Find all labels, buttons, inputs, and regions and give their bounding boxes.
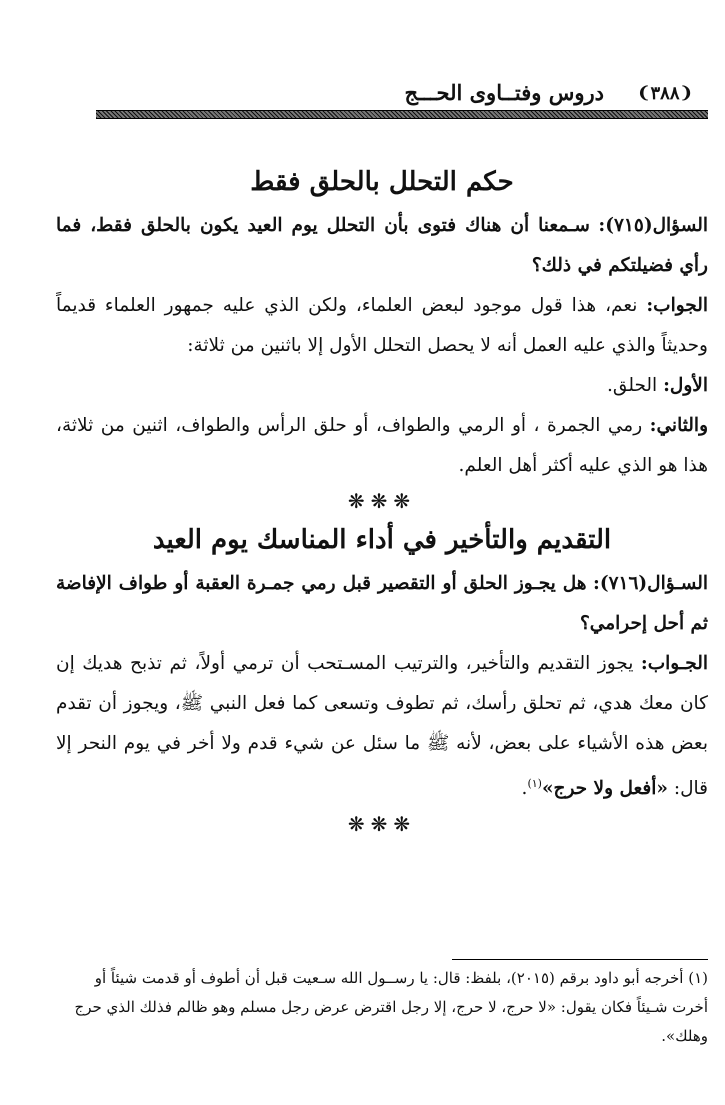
- question-paragraph: [56, 206, 708, 286]
- section-separator: ❋❋❋: [347, 812, 417, 837]
- page-number: ٣٨٨: [650, 82, 680, 104]
- running-title: دروس وفتــاوى الحـــج: [404, 80, 604, 105]
- question-paragraph: [56, 564, 708, 644]
- answer-paragraph: [56, 644, 708, 809]
- first-label: الأول:: [663, 375, 708, 396]
- page-number-badge: [622, 78, 708, 108]
- hadith-quote: «أفعل ولا حرج»: [541, 778, 668, 800]
- question-label: السؤال(٧١٥):: [598, 215, 708, 236]
- question-text: هل يجـوز الحلق أو التقصير قبل رمي جمـرة العقبة أو طواف الإفاضة ثم أحل إحرامي؟: [56, 573, 708, 634]
- section-separator: ❋❋❋: [347, 489, 417, 513]
- first-text: الحلق.: [607, 375, 658, 396]
- section-heading: حكم التحلل بالحلق فقط: [250, 167, 514, 197]
- second-label: والثاني:: [649, 415, 708, 436]
- end-dot: .: [521, 778, 528, 800]
- answer-text: نعم، هذا قول موجود لبعض العلماء، ولكن الذي عليه جمهور العلماء قديماً وحديثاً والذي عليه العمل أنه لا يحصل التحلل الأول إلا باثنين من ثلاثة:: [56, 295, 708, 356]
- second-item: [56, 406, 708, 486]
- answer-paragraph: [56, 286, 708, 366]
- ornament-icon: ❩: [637, 83, 651, 102]
- first-item: [56, 366, 708, 406]
- section-heading: التقديم والتأخير في أداء المناسك يوم العيد: [152, 525, 612, 555]
- section-order-of-rites: [56, 520, 708, 839]
- ornament-icon: ❨: [679, 83, 693, 102]
- second-text: رمي الجمرة ، أو الرمي والطواف، أو حلق الرأس والطواف، اثنين من ثلاثة، هذا هو الذي عليه أكثر أهل العلم.: [56, 415, 708, 476]
- answer-label: الجواب:: [646, 295, 708, 316]
- footnote: (١) أخرجه أبو داود برقم (٢٠١٥)، بلفظ: قال: يا رســول الله سـعيت قبل أن أطوف أو قدمت شيئاً أو أخرت شـيئاً فكان يقول: «لا حرج، لا حرج، إلا رجل اقترض عرض رجل مسلم وهو ظالم فذلك الذي حرج وهلك».: [74, 969, 708, 1045]
- header-rule: [96, 110, 708, 119]
- question-text: سـمعنا أن هناك فتوى بأن التحلل يوم العيد يكون بالحلق فقط، فما رأي فضيلتكم في ذلك؟: [56, 215, 708, 276]
- answer-text: يجوز التقديم والتأخير، والترتيب المسـتحب أن ترمي أولاً، ثم تذبح هديك إن كان معك هدي، ثم تحلق رأسك، ثم تطوف وتسعى كما فعل النبي ﷺ، ويجوز أن تقدم بعض هذه الأشياء على بعض، لأنه ﷺ ما سئل عن شيء قدم ولا أخر في يوم النحر إلا قال:: [56, 653, 708, 800]
- answer-label: الجـواب:: [640, 653, 708, 674]
- page-header: [96, 78, 708, 120]
- section-shaving-only: [56, 162, 708, 516]
- question-label: السـؤال(٧١٦):: [593, 573, 708, 594]
- footnote-ref: (١): [527, 777, 542, 790]
- footnote-rule: [452, 959, 708, 960]
